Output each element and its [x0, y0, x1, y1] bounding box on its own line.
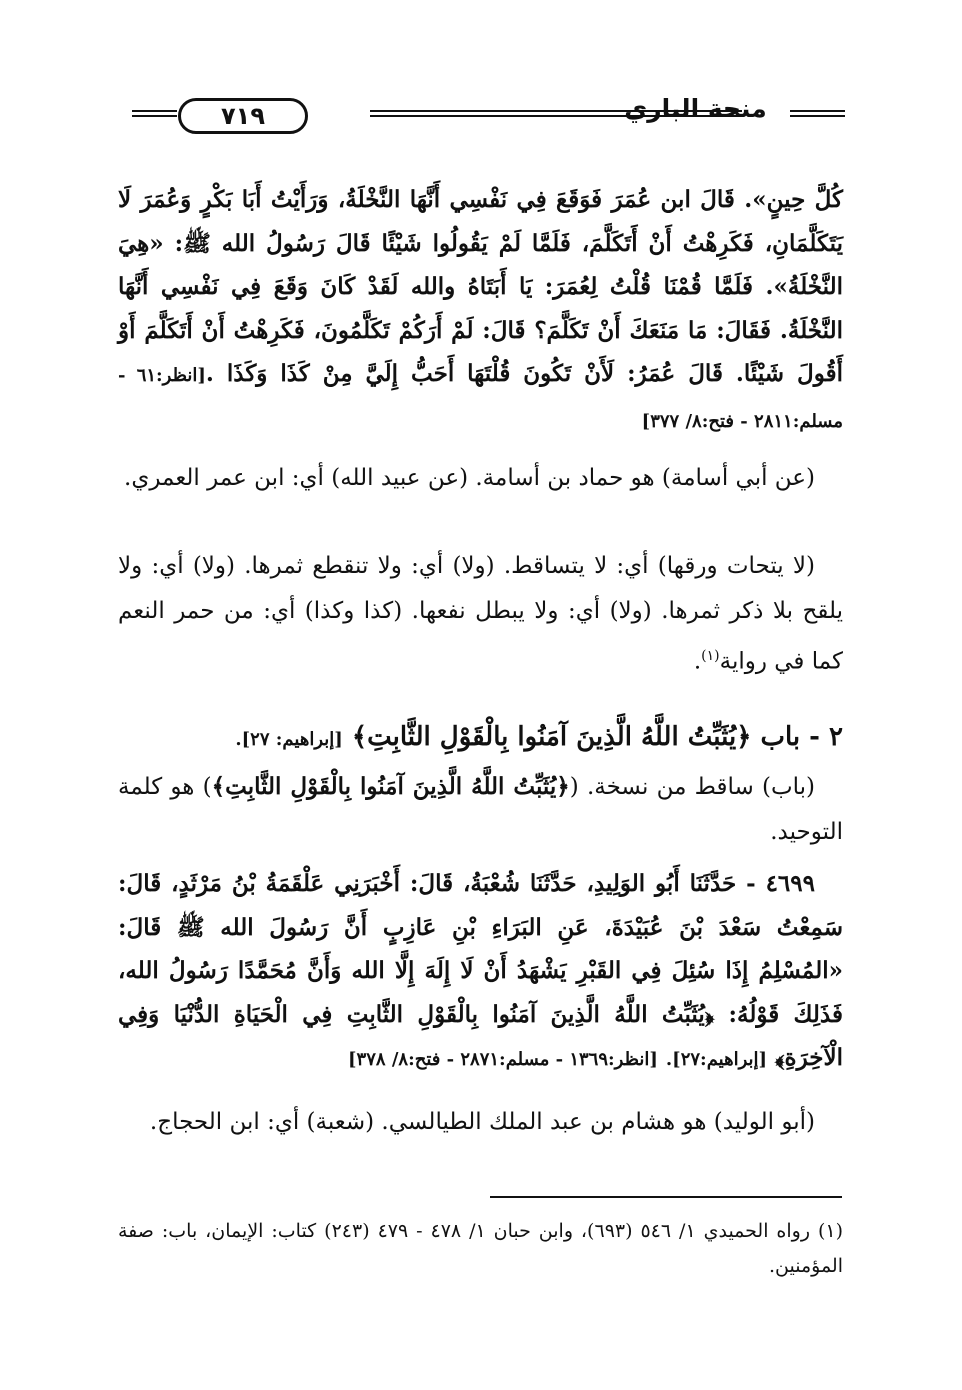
hadith-1-text: كُلَّ حِينٍ». قَالَ ابن عُمَرَ فَوَقَعَ فِي نَفْسِي أَنَّهَا النَّخْلَةُ، وَرَأَيْتُ أَبَا بَكْرٍ وَعُمَرَ لَا يَتَكَلَّمَانِ، فَكَرِهْتُ أَنْ أَتَكَلَّمَ، فَلَمَّا لَمْ يَقُولُوا شَيْئًا قَالَ رَسُولُ الله ﷺ: «هِيَ النَّخْلَةُ». فَلَمَّا قُمْنَا قُلْتُ لِعُمَرَ: يَا أَبَتَاهُ والله لَقَدْ كَانَ وَقَعَ فِي نَفْسِي أَنَّهَا النَّخْلَةُ. فَقَالَ: مَا مَنَعَكَ أَنْ تَكَلَّمَ؟ قَالَ: لَمْ أَرَكُمْ تَكَلَّمُونَ، فَكَرِهْتُ أَنْ أَتَكَلَّمَ أَوْ أَقُولَ شَيْئًا. قَالَ عُمَرُ: لَأَنْ تَكُونَ قُلْتَهَا أَحَبُّ إِلَيَّ مِنْ كَذَا وَكَذَا . [118, 186, 843, 387]
footnote-1: (١) رواه الحميدي ١/ ٥٤٦ (٦٩٣)، وابن حبان ١/ ٤٧٨ - ٤٧٩ (٢٤٣) كتاب: الإيمان، باب: صفة المؤمنين. [118, 1220, 844, 1277]
header-double-rule [132, 110, 177, 117]
header-double-rule [790, 110, 845, 117]
book-title: منحة الباري [624, 94, 767, 123]
hadith-1-reference: [انظر:٦١ - مسلم:٢٨١١ - فتح:٨/ ٣٧٧] [118, 365, 843, 432]
chapter-reference: [إبراهيم: ٢٧]. [235, 729, 343, 750]
commentary-3-quran: ﴿يُثَبِّتُ اللَّهُ الَّذِينَ آمَنُوا بِالْقَوْلِ الثَّابِتِ﴾ [211, 773, 570, 800]
chapter-heading [118, 714, 843, 763]
commentary-3-b: ) هو كلمة التوحيد. [118, 774, 843, 845]
hadith-2-text: ٤٦٩٩ - حَدَّثَنَا أَبُو الوَلِيدِ، حَدَّثَنَا شُعْبَةُ، قَالَ: أَخْبَرَنِي عَلْقَمَةُ بْنُ مَرْثَدٍ، قَالَ: سَمِعْتُ سَعْدَ بْنَ عُبَيْدَةَ، عَنِ البَرَاءِ بْنِ عَازِبٍ أَنَّ رَسُولَ الله ﷺ قَالَ: «المُسْلِمُ إِذَا سُئِلَ فِي القَبْرِ يَشْهَدُ أَنْ لَا إِلَهَ إِلَّا الله وَأَنَّ مُحَمَّدًا رَسُولُ الله، فَذَلِكَ قَوْلُهُ: ﴿يُثَبِّتُ اللَّهُ الَّذِينَ آمَنُوا بِالْقَوْلِ الثَّابِتِ فِي الْحَيَاةِ الدُّنْيَا وَفِي الْآخِرَةِ﴾ [118, 870, 843, 1071]
commentary-paragraph-3 [118, 764, 843, 855]
page-number: ٧١٩ [178, 98, 308, 134]
commentary-3-a: (باب) ساقط من نسخة. ( [569, 774, 815, 800]
hadith-2-reference-b: [انظر:١٣٦٩ - مسلم:٢٨٧١ - فتح:٨/ ٣٧٨] [348, 1049, 658, 1070]
commentary-paragraph-2: (لا يتحات ورقها) أي: لا يتساقط. (ولا) أي: ولا تنقطع ثمرها. (ولا) أي: ولا يلقح بلا ذكر ثمرها. (ولا) أي: ولا يبطل نفعها. (كذا وكذا) أي: من حمر النعم كما في رواية$^{(١)}$. [118, 553, 843, 675]
footnote-marker: (١) [701, 648, 720, 664]
footnote-separator [490, 1196, 842, 1198]
hadith-text-1 [118, 178, 843, 443]
hadith-text-2 [118, 862, 843, 1082]
commentary-2-text: (لا يتحات ورقها) أي: لا يتساقط. (ولا) أي: ولا تنقطع ثمرها. (ولا) أي: ولا يلقح بلا ذكر ثمرها. (ولا) أي: ولا يبطل نفعها. (كذا وكذا) أي: من حمر النعم كما في رواية [118, 553, 843, 675]
hadith-2-reference-a: [إبراهيم:٢٧]. [665, 1049, 768, 1070]
commentary-paragraph-1: (عن أبي أسامة) هو حماد بن أسامة. (عن عبيد الله) أي: ابن عمر العمري. [124, 465, 815, 491]
running-header [120, 96, 845, 146]
chapter-prefix: ٢ - باب [760, 722, 843, 752]
chapter-quran-verse: ﴿يُثَبِّتُ اللَّهُ الَّذِينَ آمَنُوا بِالْقَوْلِ الثَّابِتِ﴾ [351, 722, 752, 752]
commentary-paragraph-4: (أبو الوليد) هو هشام بن عبد الملك الطيالسي. (شعبة) أي: ابن الحجاج. [149, 1109, 815, 1135]
